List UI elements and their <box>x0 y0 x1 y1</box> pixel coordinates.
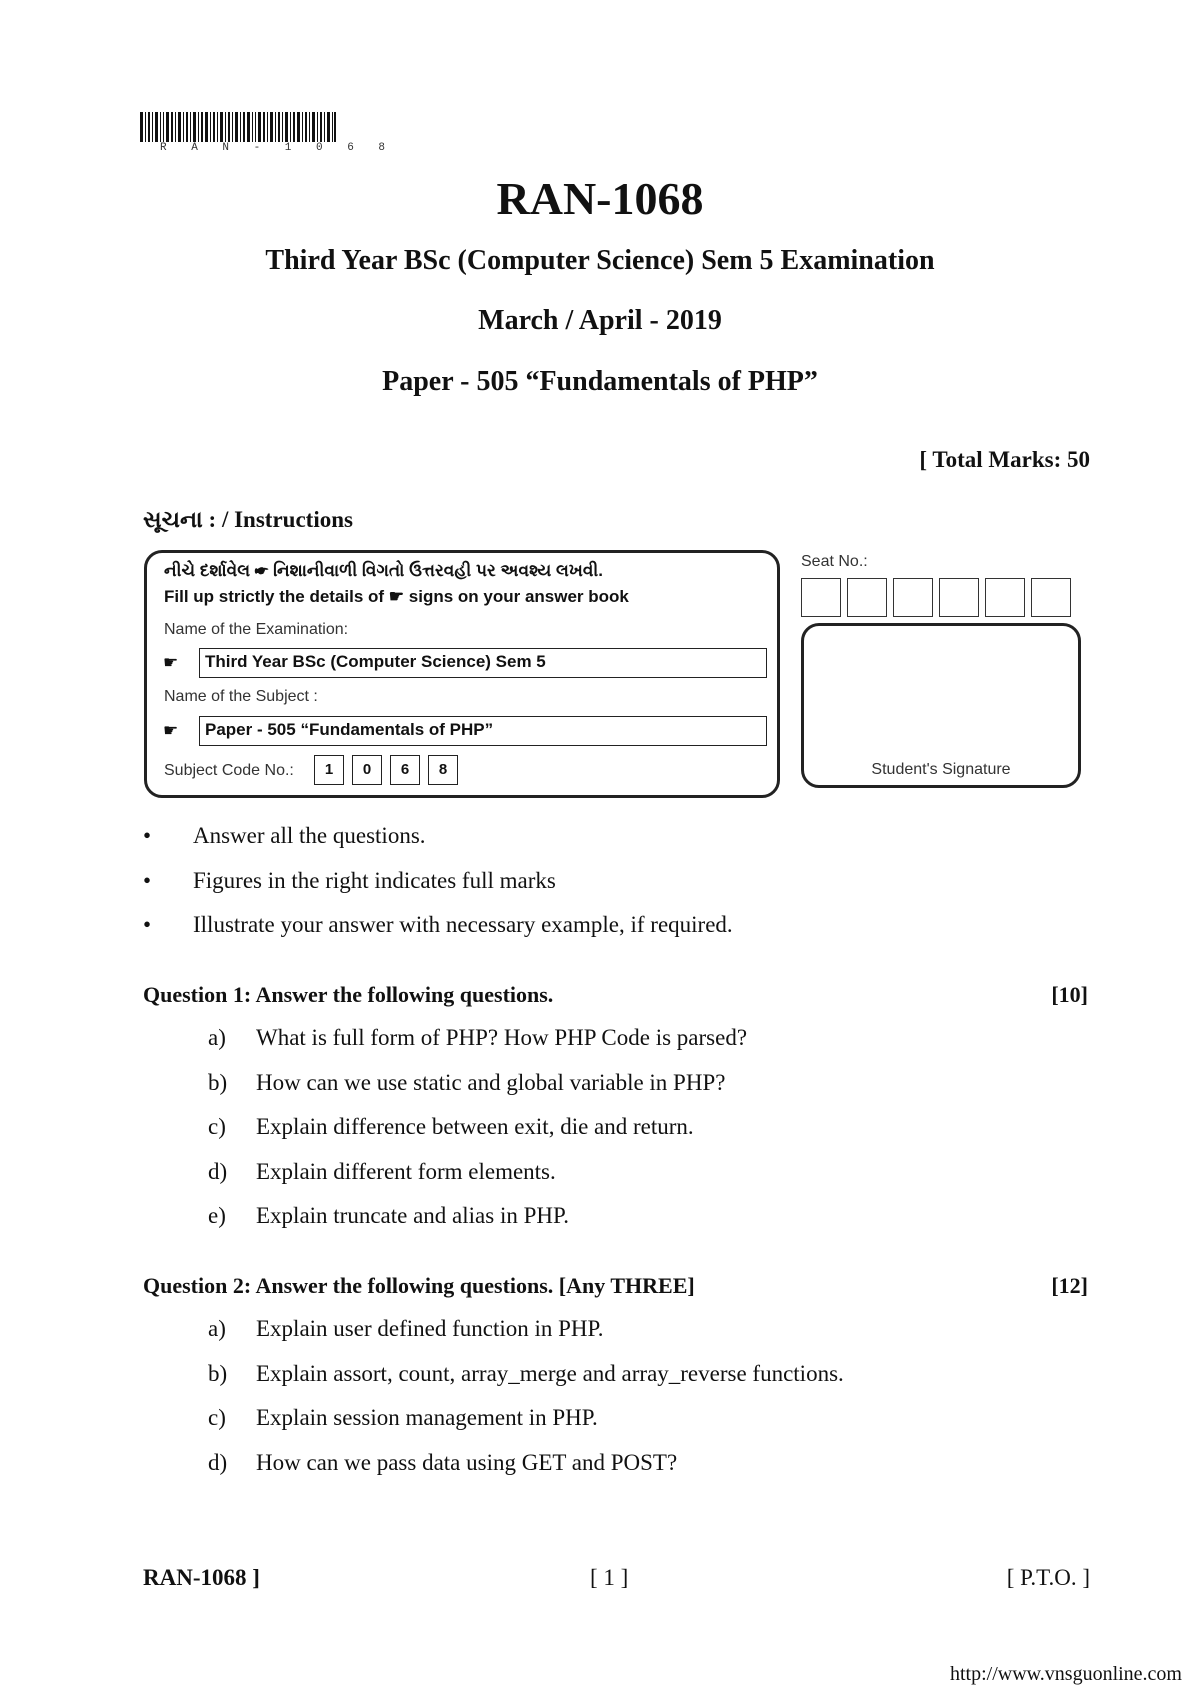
seat-number-cell <box>893 578 933 617</box>
subject-code-label: Subject Code No.: <box>164 762 294 779</box>
subject-code-digit: 1 <box>314 755 344 785</box>
question-item: c) Explain session management in PHP. <box>208 1405 598 1430</box>
paper-title: Paper - 505 “Fundamentals of PHP” <box>382 366 818 397</box>
seat-number-boxes <box>801 578 1077 617</box>
page-number: [ 1 ] <box>590 1565 629 1590</box>
pointing-hand-icon: ☛ <box>163 721 179 740</box>
footer-paper-code: RAN-1068 ] <box>143 1565 260 1590</box>
exam-title: Third Year BSc (Computer Science) Sem 5 Examination <box>265 245 935 276</box>
question-2-marks: [12] <box>1051 1273 1088 1298</box>
subject-name-field: Paper - 505 “Fundamentals of PHP” <box>199 716 767 746</box>
question-item: b) How can we use static and global variable in PHP? <box>208 1070 726 1095</box>
exam-name-label: Name of the Examination: <box>164 621 349 638</box>
signature-label: Student's Signature <box>871 761 1011 778</box>
subject-code-digit: 0 <box>352 755 382 785</box>
instruction-bullet: • Answer all the questions. <box>143 823 426 848</box>
question-item: a) What is full form of PHP? How PHP Code is parsed? <box>208 1025 748 1050</box>
barcode-text: R A N - 1 0 6 8 <box>160 142 395 154</box>
total-marks: [ Total Marks: 50 <box>919 447 1090 472</box>
instructions-heading: સૂચના : / Instructions <box>143 507 353 532</box>
seat-number-cell <box>847 578 887 617</box>
subject-name-label: Name of the Subject : <box>164 688 318 705</box>
seat-number-cell <box>801 578 841 617</box>
paper-code-title: RAN-1068 <box>496 173 704 224</box>
instruction-bullet: • Figures in the right indicates full marks <box>143 868 556 893</box>
question-2-heading: Question 2: Answer the following questions. [Any THREE] <box>143 1273 695 1298</box>
question-item: c) Explain difference between exit, die and return. <box>208 1114 694 1139</box>
seat-number-label: Seat No.: <box>801 553 868 570</box>
question-item: b) Explain assort, count, array_merge and array_reverse functions. <box>208 1361 844 1386</box>
question-1-heading: Question 1: Answer the following questions. <box>143 982 554 1007</box>
subject-code-boxes <box>314 755 466 785</box>
seat-number-cell <box>939 578 979 617</box>
source-url: http://www.vnsguonline.com <box>949 1663 1182 1685</box>
exam-session: March / April - 2019 <box>478 305 722 336</box>
english-instruction: Fill up strictly the details of ☛ signs on your answer book <box>164 587 629 606</box>
instruction-bullet: • Illustrate your answer with necessary example, if required. <box>143 912 733 937</box>
gujarati-instruction: નીચે દર્શાવેલ ☛ નિશાનીવાળી વિગતો ઉત્તરવહી પર અવશ્ય લખવી. <box>164 561 603 580</box>
please-turn-over: [ P.T.O. ] <box>1006 1565 1090 1590</box>
question-item: d) Explain different form elements. <box>208 1159 556 1184</box>
question-1-marks: [10] <box>1051 982 1088 1007</box>
seat-number-cell <box>985 578 1025 617</box>
details-form-box <box>144 550 780 798</box>
question-item: d) How can we pass data using GET and POST? <box>208 1450 678 1475</box>
subject-code-digit: 8 <box>428 755 458 785</box>
exam-name-field: Third Year BSc (Computer Science) Sem 5 <box>199 648 767 678</box>
question-item: e) Explain truncate and alias in PHP. <box>208 1203 569 1228</box>
subject-code-digit: 6 <box>390 755 420 785</box>
pointing-hand-icon: ☛ <box>163 653 179 672</box>
signature-box <box>801 623 1081 788</box>
question-item: a) Explain user defined function in PHP. <box>208 1316 604 1341</box>
seat-number-cell <box>1031 578 1071 617</box>
barcode <box>140 112 336 142</box>
